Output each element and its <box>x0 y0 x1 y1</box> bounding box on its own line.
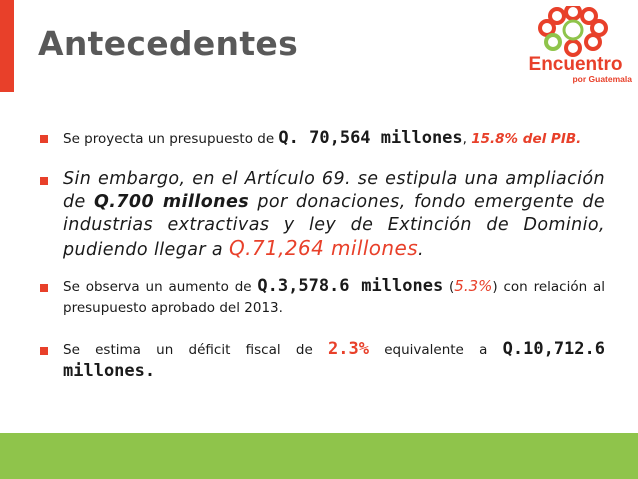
b4-amount: Q.10,712.6 millones. <box>63 339 605 381</box>
b1-text: Se proyecta un presupuesto de <box>63 131 279 147</box>
b1-comma: , <box>462 131 472 147</box>
bullet-budget <box>40 128 605 149</box>
b2-text: Sin embargo, en el Artículo 69. se estipula una ampliación de <box>63 169 605 212</box>
bullet-square-icon <box>40 284 48 292</box>
b2-total: Q.71,264 millones <box>228 236 419 260</box>
b1-amount: Q. 70,564 millones <box>278 128 463 148</box>
logo-circles-icon <box>519 6 635 58</box>
b3-close: ) con relación al presupuesto aprobado del 2013. <box>63 279 606 316</box>
logo-tagline: por Guatemala <box>572 74 632 84</box>
b1-percent: 15.8% del PIB. <box>471 131 582 147</box>
b2-amount: Q.700 millones <box>93 192 250 212</box>
bullet-list <box>40 128 605 383</box>
encuentro-logo <box>519 6 635 86</box>
bullet-deficit <box>40 339 605 383</box>
b2-mid: por donaciones, fondo emergente de industrias extractivas y ley de Extinción de Dominio, pudiendo llegar a <box>63 192 605 260</box>
b4-mid: equivalente a <box>368 342 503 358</box>
b4-percent: 2.3% <box>328 339 369 359</box>
footer-green-bar <box>0 433 638 479</box>
bullet-extension <box>40 168 605 262</box>
bullet-square-icon <box>40 177 48 185</box>
left-accent-bar <box>0 0 14 92</box>
b3-percent: 5.3% <box>454 277 493 295</box>
b3-amount: Q.3,578.6 millones <box>257 276 444 296</box>
b2-end: . <box>418 240 424 260</box>
bullet-square-icon <box>40 135 48 143</box>
page-title: Antecedentes <box>38 24 299 63</box>
b3-open: ( <box>443 279 455 295</box>
bullet-square-icon <box>40 347 48 355</box>
b3-text: Se observa un aumento de <box>63 279 258 295</box>
bullet-increase <box>40 276 605 319</box>
b4-text: Se estima un déficit fiscal de <box>63 342 328 358</box>
logo-wordmark: Encuentro <box>528 54 623 75</box>
